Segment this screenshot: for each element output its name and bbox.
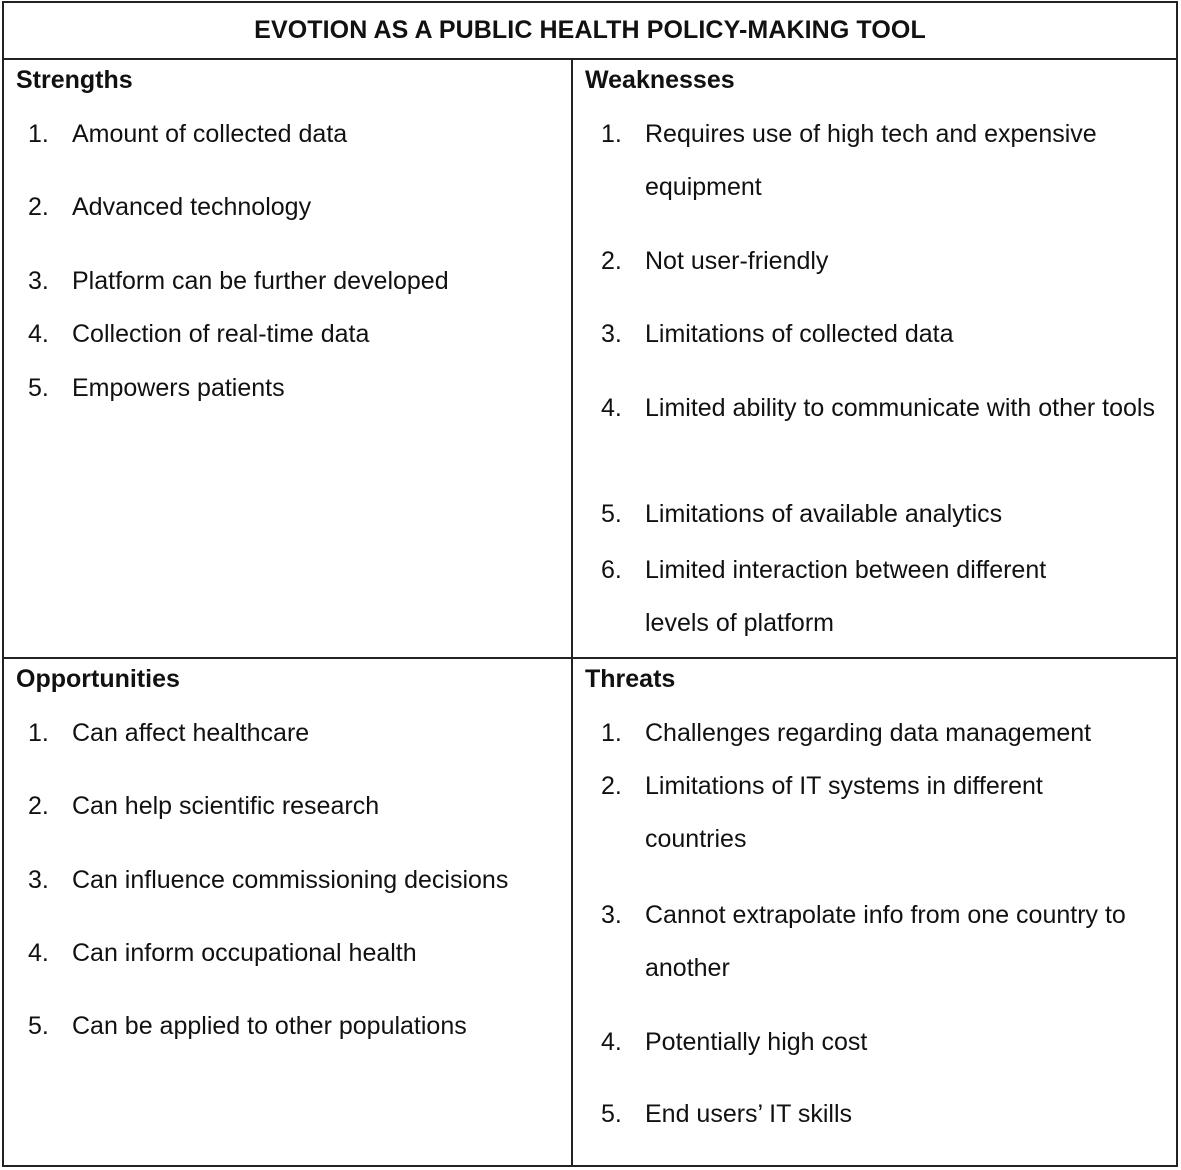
item-text: Limited interaction between different levels of platform	[645, 556, 1047, 637]
item-text: Empowers patients	[72, 374, 285, 402]
item-number: 3.	[28, 866, 49, 894]
item-text: Limitations of IT systems in different countries	[645, 772, 1043, 853]
item-number: 1.	[28, 719, 49, 747]
threats-heading: Threats	[585, 665, 676, 693]
item-text: Amount of collected data	[72, 120, 348, 148]
weakness-item-1	[601, 108, 1141, 214]
strengths-heading: Strengths	[16, 66, 133, 94]
item-text: Cannot extrapolate info from one country to another	[645, 901, 1126, 982]
strength-item-3	[28, 255, 548, 308]
opportunity-item-5	[28, 1000, 558, 1053]
item-text: Can be applied to other populations	[72, 1012, 467, 1040]
opportunities-heading: Opportunities	[16, 665, 180, 693]
item-text: Collection of real-time data	[72, 320, 370, 348]
item-text: Can help scientific research	[72, 792, 380, 820]
item-number: 1.	[28, 120, 49, 148]
item-text: Not user-friendly	[645, 247, 829, 275]
strength-item-1	[28, 108, 548, 161]
opportunities-quadrant	[4, 659, 571, 1167]
threats-quadrant	[573, 659, 1176, 1167]
item-text: Can influence commissioning decisions	[72, 866, 509, 894]
item-text: Can affect healthcare	[72, 719, 310, 747]
item-number: 4.	[601, 394, 622, 422]
item-number: 2.	[601, 247, 622, 275]
weakness-item-3	[601, 308, 1141, 361]
item-number: 2.	[28, 193, 49, 221]
item-text: Limitations of available analytics	[645, 500, 1003, 528]
item-number: 4.	[28, 320, 49, 348]
item-number: 2.	[601, 772, 622, 800]
opportunity-item-1	[28, 707, 558, 760]
item-number: 5.	[28, 1012, 49, 1040]
item-number: 3.	[28, 267, 49, 295]
threat-item-1	[601, 707, 1161, 760]
strength-item-5	[28, 362, 548, 415]
item-number: 5.	[28, 374, 49, 402]
item-text: Platform can be further developed	[72, 267, 449, 295]
threat-item-5	[601, 1088, 1161, 1141]
item-text: Limited ability to communicate with other tools	[645, 394, 1155, 422]
item-number: 5.	[601, 500, 622, 528]
item-number: 6.	[601, 556, 622, 584]
item-text: Can inform occupational health	[72, 939, 417, 967]
item-number: 3.	[601, 901, 622, 929]
threat-item-3	[601, 889, 1161, 995]
strength-item-4	[28, 308, 548, 361]
weakness-item-5	[601, 488, 1141, 541]
weakness-item-4	[601, 382, 1161, 435]
opportunity-item-4	[28, 927, 558, 980]
opportunity-item-2	[28, 780, 558, 833]
opportunity-item-3	[28, 854, 558, 907]
strengths-quadrant	[4, 60, 571, 657]
item-text: End users’ IT skills	[645, 1100, 853, 1128]
weaknesses-heading: Weaknesses	[585, 66, 735, 94]
item-number: 1.	[601, 120, 622, 148]
item-number: 5.	[601, 1100, 622, 1128]
weakness-item-2	[601, 235, 1141, 288]
weakness-item-6	[601, 544, 1101, 650]
item-text: Advanced technology	[72, 193, 312, 221]
item-text: Challenges regarding data management	[645, 719, 1092, 747]
table-title: EVOTION AS A PUBLIC HEALTH POLICY-MAKING TOOL	[254, 16, 926, 44]
swot-table	[2, 1, 1178, 1167]
item-number: 1.	[601, 719, 622, 747]
item-number: 4.	[601, 1028, 622, 1056]
item-number: 4.	[28, 939, 49, 967]
item-number: 3.	[601, 320, 622, 348]
threat-item-2	[601, 760, 1081, 866]
item-text: Requires use of high tech and expensive equipment	[645, 120, 1097, 201]
item-number: 2.	[28, 792, 49, 820]
item-text: Potentially high cost	[645, 1028, 868, 1056]
strength-item-2	[28, 181, 548, 234]
title-row	[4, 3, 1176, 60]
item-text: Limitations of collected data	[645, 320, 954, 348]
threat-item-4	[601, 1016, 1161, 1069]
weaknesses-quadrant	[573, 60, 1176, 657]
